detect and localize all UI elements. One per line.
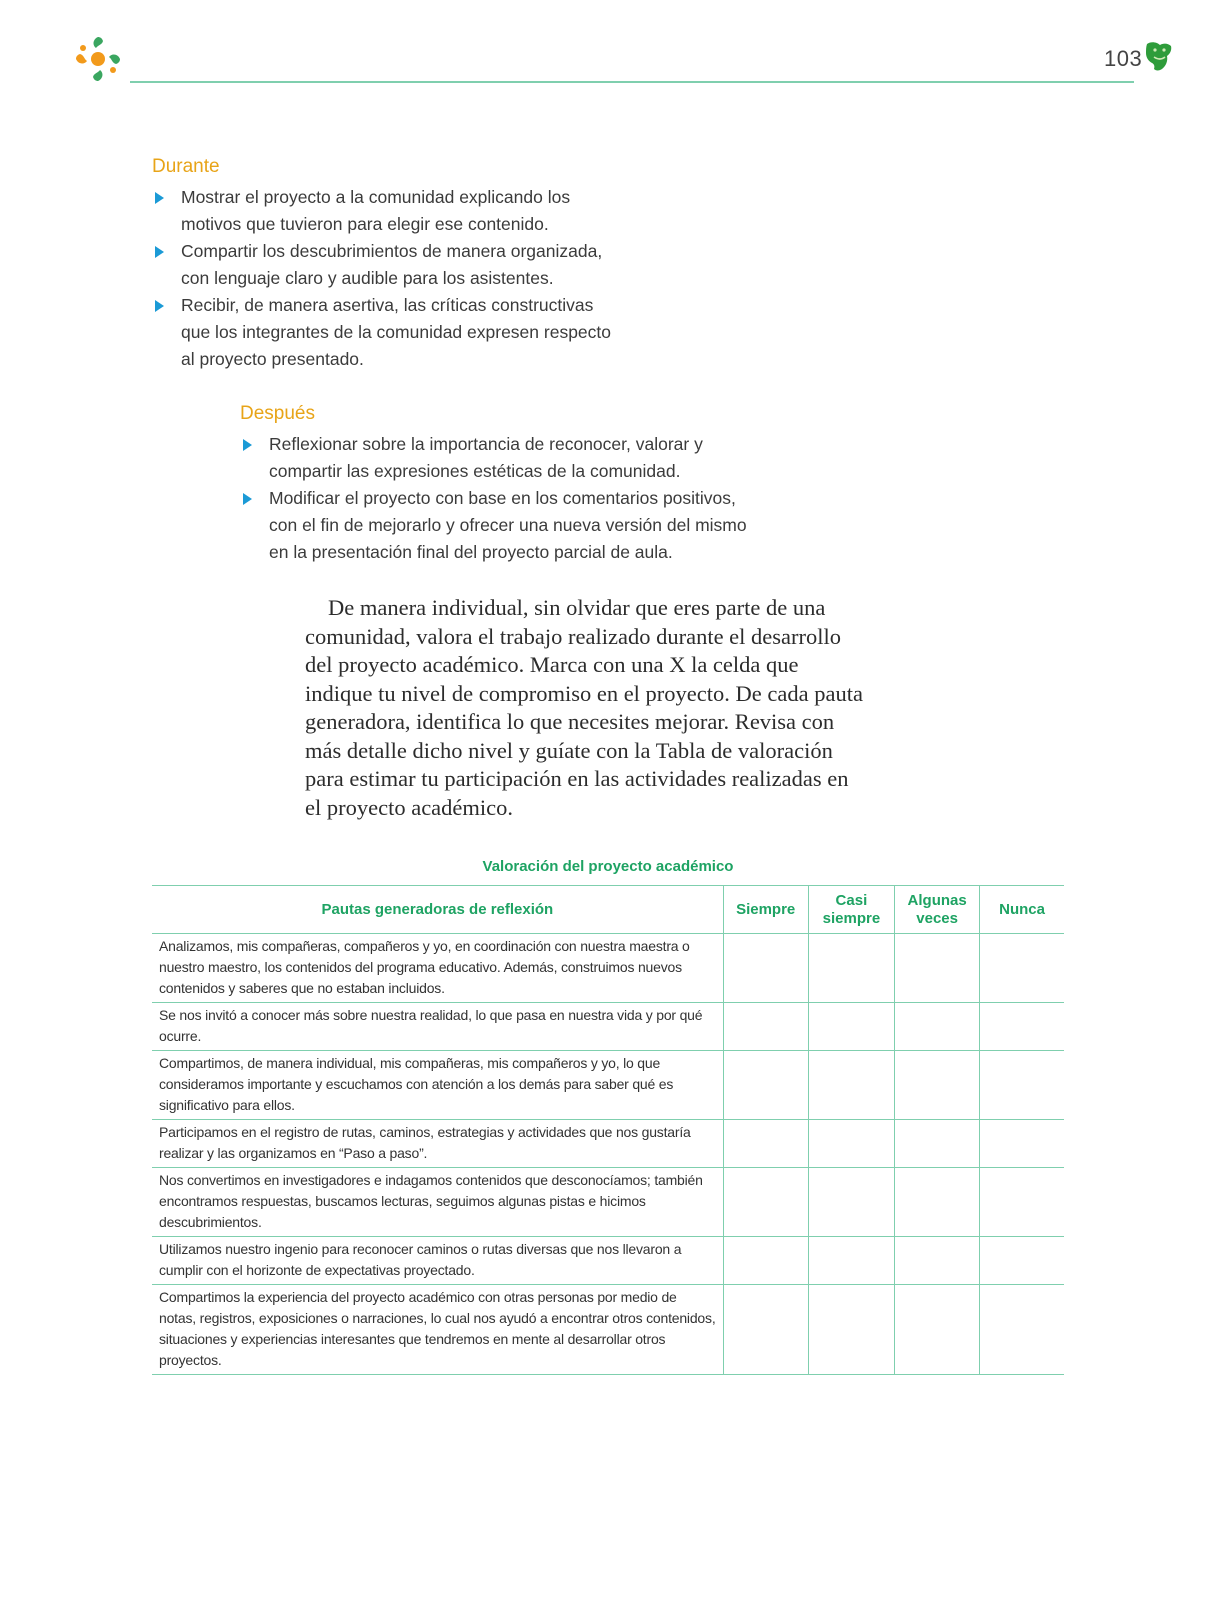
column-header-algunas-veces: Algunas veces	[895, 886, 980, 934]
list-item	[240, 485, 760, 566]
mark-cell-algunas-veces[interactable]	[895, 1003, 980, 1051]
list-item	[152, 238, 617, 292]
mark-cell-siempre[interactable]	[723, 1168, 808, 1237]
mark-cell-nunca[interactable]	[980, 1120, 1064, 1168]
column-header-pautas: Pautas generadoras de reflexión	[152, 886, 723, 934]
criterion-text: Nos convertimos en investigadores e indagamos contenidos que desconocíamos; también encontramos respuestas, buscamos lecturas, seguimos algunas pistas e hicimos descubrimientos.	[152, 1168, 723, 1237]
triangle-bullet-icon	[243, 493, 252, 505]
list-item-text: Reflexionar sobre la importancia de reconocer, valorar y compartir las expresiones estéticas de la comunidad.	[269, 434, 703, 481]
mark-cell-algunas-veces[interactable]	[895, 1120, 980, 1168]
column-header-casi-siempre: Casi siempre	[808, 886, 895, 934]
list-item	[152, 184, 617, 238]
mark-cell-algunas-veces[interactable]	[895, 934, 980, 1003]
table-row	[152, 934, 1064, 1003]
table-header-row	[152, 886, 1064, 934]
mark-cell-nunca[interactable]	[980, 1003, 1064, 1051]
mark-cell-algunas-veces[interactable]	[895, 1168, 980, 1237]
criterion-text: Compartimos la experiencia del proyecto académico con otras personas por medio de notas, registros, exposiciones o narraciones, lo cual nos ayudó a encontrar otros contenidos, situaciones y experiencias interesantes que tendremos en mente al desarrollar otros proyectos.	[152, 1285, 723, 1375]
criterion-text: Participamos en el registro de rutas, caminos, estrategias y actividades que nos gustaría realizar y las organizamos en “Paso a paso”.	[152, 1120, 723, 1168]
criterion-text: Utilizamos nuestro ingenio para reconocer caminos o rutas diversas que nos llevaron a cumplir con el horizonte de expectativas proyectado.	[152, 1237, 723, 1285]
mark-cell-casi-siempre[interactable]	[808, 1120, 895, 1168]
mark-cell-algunas-veces[interactable]	[895, 1237, 980, 1285]
criterion-text: Se nos invitó a conocer más sobre nuestra realidad, lo que pasa en nuestra vida y por qué ocurre.	[152, 1003, 723, 1051]
mark-cell-siempre[interactable]	[723, 1285, 808, 1375]
mark-cell-siempre[interactable]	[723, 934, 808, 1003]
mark-cell-siempre[interactable]	[723, 1237, 808, 1285]
header-rule	[130, 81, 1134, 83]
list-item-text: Recibir, de manera asertiva, las críticas constructivas que los integrantes de la comunidad expresen respecto al proyecto presentado.	[181, 295, 611, 369]
table-row	[152, 1285, 1064, 1375]
list-item	[152, 292, 617, 373]
mark-cell-siempre[interactable]	[723, 1051, 808, 1120]
list-item-text: Mostrar el proyecto a la comunidad explicando los motivos que tuvieron para elegir ese contenido.	[181, 187, 571, 234]
mark-cell-casi-siempre[interactable]	[808, 1168, 895, 1237]
criterion-text: Compartimos, de manera individual, mis compañeras, mis compañeros y yo, lo que consideramos importante y escuchamos con atención a los demás para saber qué es significativo para ellos.	[152, 1051, 723, 1120]
mark-cell-nunca[interactable]	[980, 1168, 1064, 1237]
triangle-bullet-icon	[155, 300, 164, 312]
durante-heading: Durante	[152, 156, 220, 177]
mark-cell-nunca[interactable]	[980, 1051, 1064, 1120]
despues-list	[240, 431, 760, 566]
list-item	[240, 431, 760, 485]
mark-cell-algunas-veces[interactable]	[895, 1285, 980, 1375]
criterion-text: Analizamos, mis compañeras, compañeros y yo, en coordinación con nuestra maestra o nuestro maestro, los contenidos del programa educativo. Además, construimos nuevos contenidos y saberes que no estaban incluidos.	[152, 934, 723, 1003]
green-figure-icon	[1143, 40, 1175, 74]
mark-cell-siempre[interactable]	[723, 1120, 808, 1168]
column-header-siempre: Siempre	[723, 886, 808, 934]
mark-cell-casi-siempre[interactable]	[808, 1285, 895, 1375]
table-row	[152, 1051, 1064, 1120]
page-number: 103	[1104, 46, 1143, 71]
mark-cell-casi-siempre[interactable]	[808, 1051, 895, 1120]
despues-heading: Después	[240, 403, 315, 424]
mark-cell-casi-siempre[interactable]	[808, 1003, 895, 1051]
durante-list	[152, 184, 617, 373]
valoracion-table	[152, 885, 1064, 1375]
triangle-bullet-icon	[243, 439, 252, 451]
column-header-nunca: Nunca	[980, 886, 1064, 934]
mark-cell-nunca[interactable]	[980, 1285, 1064, 1375]
table-row	[152, 1168, 1064, 1237]
mark-cell-casi-siempre[interactable]	[808, 1237, 895, 1285]
list-item-text: Modificar el proyecto con base en los comentarios positivos, con el fin de mejorarlo y ofrecer una nueva versión del mismo en la presentación final del proyecto parcial de aula.	[269, 488, 747, 562]
triangle-bullet-icon	[155, 246, 164, 258]
flower-logo-icon	[72, 33, 124, 85]
table-row	[152, 1003, 1064, 1051]
table-title: Valoración del proyecto académico	[482, 858, 734, 875]
mark-cell-algunas-veces[interactable]	[895, 1051, 980, 1120]
triangle-bullet-icon	[155, 192, 164, 204]
mark-cell-nunca[interactable]	[980, 934, 1064, 1003]
list-item-text: Compartir los descubrimientos de manera organizada, con lenguaje claro y audible para los asistentes.	[181, 241, 603, 288]
instructions-paragraph: De manera individual, sin olvidar que eres parte de una comunidad, valora el trabajo realizado durante el desarrollo del proyecto académico. Marca con una X la celda que indique tu nivel de compromiso en el proyecto. De cada pauta generadora, identifica lo que necesites mejorar. Revisa con más detalle dicho nivel y guíate con la Tabla de valoración para estimar tu participación en las actividades realizadas en el proyecto académico.	[305, 595, 863, 820]
mark-cell-nunca[interactable]	[980, 1237, 1064, 1285]
table-row	[152, 1237, 1064, 1285]
mark-cell-siempre[interactable]	[723, 1003, 808, 1051]
mark-cell-casi-siempre[interactable]	[808, 934, 895, 1003]
table-row	[152, 1120, 1064, 1168]
